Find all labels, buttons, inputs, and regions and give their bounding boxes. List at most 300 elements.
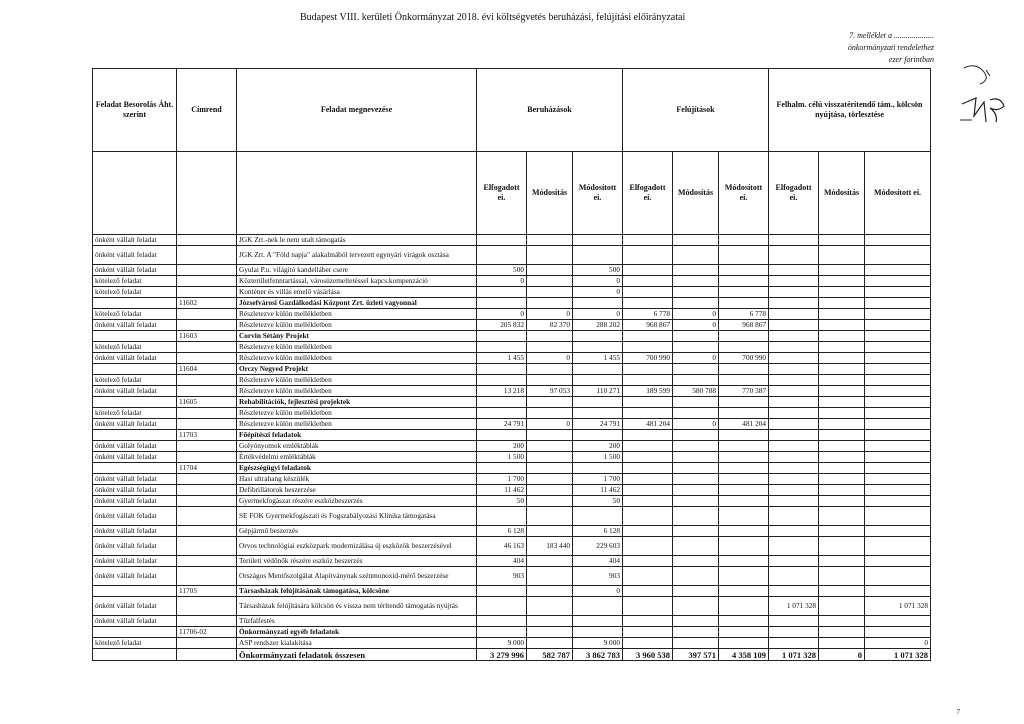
total-empty-cell [93,649,177,661]
table-row [93,537,931,556]
value-cell: 700 990 [623,353,673,364]
value-cell [865,537,931,556]
task-name-cell: Gyermekfogászat részére eszközbeszerzés [237,496,477,507]
value-cell [769,526,819,537]
value-cell [819,627,865,638]
value-cell [573,597,623,616]
value-cell: 770 387 [719,386,769,397]
value-cell [673,441,719,452]
value-cell [573,364,623,375]
value-cell [865,408,931,419]
value-cell [623,364,673,375]
value-cell [819,452,865,463]
value-cell [819,353,865,364]
value-cell [719,638,769,649]
value-cell [769,586,819,597]
value-cell [623,627,673,638]
subheader-cell: Módosított ei. [865,152,931,235]
value-cell [673,597,719,616]
value-cell: 0 [573,309,623,320]
value-cell [769,235,819,246]
value-cell [865,320,931,331]
value-cell [477,246,527,265]
value-cell [865,309,931,320]
value-cell [719,537,769,556]
value-cell [769,496,819,507]
table-row [93,419,931,430]
value-cell [769,537,819,556]
task-classification-cell: önként vállalt feladat [93,597,177,616]
value-cell [719,298,769,309]
task-classification-cell: önként vállalt feladat [93,485,177,496]
document-title: Budapest VIII. kerületi Önkormányzat 2018. évi költségvetés beruházási, felújítási előirányzatai [300,12,686,23]
task-name-cell: Gyulai P.u. világító kandelláber csere [237,265,477,276]
task-classification-cell: kötelező feladat [93,375,177,386]
value-cell: 580 788 [673,386,719,397]
task-classification-cell: önként vállalt feladat [93,556,177,567]
value-cell [673,586,719,597]
value-cell [527,430,573,441]
title-code-cell [177,287,237,298]
value-cell [719,586,769,597]
value-cell [623,265,673,276]
task-name-cell: Részletezve külön mellékletben [237,342,477,353]
subheader-cell: Módosított ei. [573,152,623,235]
task-name-cell: Részletezve külön mellékletben [237,320,477,331]
value-cell: 500 [573,265,623,276]
table-row [93,452,931,463]
value-cell [673,616,719,627]
table-row [93,331,931,342]
value-cell [769,556,819,567]
value-cell [819,586,865,597]
task-name-cell: Részletezve külön mellékletben [237,386,477,397]
value-cell [527,397,573,408]
title-code-cell [177,507,237,526]
value-cell [719,526,769,537]
table-row [93,586,931,597]
task-name-cell: Egészségügyi feladatok [237,463,477,474]
value-cell [865,342,931,353]
title-code-cell [177,235,237,246]
title-code-cell [177,276,237,287]
task-classification-cell: önként vállalt feladat [93,386,177,397]
value-cell: 0 [573,287,623,298]
subheader-cell: Elfogadott ei. [769,152,819,235]
task-classification-cell: kötelező feladat [93,638,177,649]
value-cell [819,496,865,507]
task-classification-cell: kötelező feladat [93,276,177,287]
value-cell [673,265,719,276]
task-classification-cell: kötelező feladat [93,408,177,419]
value-cell [865,441,931,452]
subheader-row [93,152,931,235]
value-cell [527,556,573,567]
table-row [93,616,931,627]
value-cell [623,276,673,287]
value-cell [477,287,527,298]
value-cell [865,397,931,408]
task-classification-cell [93,627,177,638]
value-cell [769,364,819,375]
task-name-cell: Részletezve külön mellékletben [237,375,477,386]
value-cell [477,331,527,342]
value-cell [623,597,673,616]
value-cell [819,419,865,430]
task-name-cell: Orvos technológiai eszközpark modernizálása új eszközök beszerzésével [237,537,477,556]
value-cell [819,597,865,616]
value-cell [623,586,673,597]
value-cell [527,597,573,616]
table-row [93,397,931,408]
value-cell: 700 990 [719,353,769,364]
value-cell: 50 [573,496,623,507]
table-row [93,287,931,298]
value-cell [865,526,931,537]
value-cell [527,375,573,386]
value-cell: 1 700 [573,474,623,485]
task-name-cell: Önkormányzati egyéb feladatok [237,627,477,638]
value-cell [719,246,769,265]
value-cell [819,430,865,441]
value-cell [673,287,719,298]
value-cell [819,342,865,353]
value-cell [623,507,673,526]
value-cell [527,567,573,586]
table-row [93,408,931,419]
value-cell: 404 [477,556,527,567]
total-value-cell: 582 787 [527,649,573,661]
value-cell [673,452,719,463]
value-cell [769,397,819,408]
value-cell: 0 [673,320,719,331]
value-cell: 200 [573,441,623,452]
value-cell [769,342,819,353]
value-cell: 288 202 [573,320,623,331]
title-code-cell: 11704 [177,463,237,474]
task-classification-cell: önként vállalt feladat [93,507,177,526]
value-cell [865,496,931,507]
table-row [93,320,931,331]
value-cell [673,342,719,353]
value-cell [527,265,573,276]
value-cell [769,616,819,627]
title-code-cell: 11603 [177,331,237,342]
task-classification-cell: önként vállalt feladat [93,474,177,485]
value-cell [865,246,931,265]
value-cell [673,364,719,375]
header-feladat-megnevezese: Feladat megnevezése [237,69,477,152]
title-code-cell [177,537,237,556]
value-cell [865,463,931,474]
table-row [93,556,931,567]
total-value-cell: 1 071 328 [769,649,819,661]
value-cell [769,375,819,386]
task-classification-cell: önként vállalt feladat [93,246,177,265]
task-classification-cell [93,331,177,342]
title-code-cell: 11605 [177,397,237,408]
value-cell [819,375,865,386]
title-code-cell: 11703 [177,430,237,441]
value-cell [573,246,623,265]
subheader-cell: Módosítás [527,152,573,235]
value-cell [527,246,573,265]
task-name-cell: Rehabilitációk, fejlesztési projektek [237,397,477,408]
value-cell: 0 [573,276,623,287]
task-classification-cell: önként vállalt feladat [93,526,177,537]
value-cell: 500 [477,265,527,276]
value-cell [527,474,573,485]
value-cell [865,586,931,597]
header-beruhazasok: Beruházások [477,69,623,152]
task-name-cell: JGK Zrt. A "Föld napja" alakalmából tervezett egynyári virágok osztása [237,246,477,265]
task-classification-cell [93,364,177,375]
value-cell [527,496,573,507]
subheader-empty [237,152,477,235]
subheader-cell: Módosítás [673,152,719,235]
value-cell [623,463,673,474]
value-cell [865,627,931,638]
value-cell [673,331,719,342]
value-cell [527,452,573,463]
value-cell [819,474,865,485]
task-name-cell: Részletezve külön mellékletben [237,309,477,320]
title-code-cell: 11706-02 [177,627,237,638]
title-code-cell: 11705 [177,586,237,597]
total-value-cell: 3 960 538 [623,649,673,661]
value-cell [673,375,719,386]
value-cell [819,537,865,556]
value-cell [673,298,719,309]
value-cell [527,364,573,375]
table-row [93,265,931,276]
task-name-cell: Társasházak felújítására kölcsön és vissza nem térítendő támogatás nyújtás [237,597,477,616]
task-name-cell: Részletezve külön mellékletben [237,353,477,364]
value-cell: 6 128 [573,526,623,537]
value-cell [769,386,819,397]
title-code-cell [177,309,237,320]
value-cell [527,526,573,537]
value-cell [573,463,623,474]
value-cell: 110 271 [573,386,623,397]
annex-note-line: 7. melléklet a .................... [849,31,934,40]
value-cell [673,537,719,556]
value-cell [865,556,931,567]
value-cell [719,441,769,452]
task-classification-cell: önként vállalt feladat [93,567,177,586]
subheader-cell: Módosítás [819,152,865,235]
value-cell [573,507,623,526]
total-value-cell: 3 279 996 [477,649,527,661]
value-cell [819,309,865,320]
title-code-cell [177,408,237,419]
value-cell: 0 [477,309,527,320]
value-cell [719,265,769,276]
value-cell [719,627,769,638]
value-cell [673,567,719,586]
value-cell: 9 000 [477,638,527,649]
value-cell [477,342,527,353]
value-cell [573,408,623,419]
task-classification-cell: önként vállalt feladat [93,616,177,627]
annex-note-line: ezer forintban [888,55,934,64]
value-cell [819,397,865,408]
task-name-cell: Orczy Negyed Projekt [237,364,477,375]
value-cell [865,452,931,463]
table-row [93,375,931,386]
value-cell: 229 603 [573,537,623,556]
value-cell [719,452,769,463]
task-name-cell: Közterületfenntartással, városüzemeltetéssel kapcs.kompenzáció [237,276,477,287]
task-name-cell: Corvin Sétány Projekt [237,331,477,342]
value-cell: 0 [527,419,573,430]
value-cell [865,507,931,526]
value-cell [673,474,719,485]
value-cell: 968 867 [719,320,769,331]
value-cell [527,235,573,246]
value-cell [573,235,623,246]
table-row [93,430,931,441]
total-value-cell: 397 571 [673,649,719,661]
value-cell [819,638,865,649]
value-cell [865,567,931,586]
table-row [93,441,931,452]
table-row [93,485,931,496]
task-name-cell: ASP rendszer kialakítása [237,638,477,649]
task-classification-cell: önként vállalt feladat [93,235,177,246]
annex-note [848,30,934,66]
value-cell: 968 867 [623,320,673,331]
table-row [93,567,931,586]
value-cell [819,507,865,526]
task-classification-cell: önként vállalt feladat [93,496,177,507]
value-cell [819,463,865,474]
value-cell [573,298,623,309]
value-cell [819,485,865,496]
title-code-cell: 11604 [177,364,237,375]
value-cell [673,496,719,507]
task-classification-cell: önként vállalt feladat [93,353,177,364]
total-value-cell: 4 358 109 [719,649,769,661]
value-cell [527,507,573,526]
value-cell [527,276,573,287]
value-cell [865,419,931,430]
value-cell [477,298,527,309]
title-code-cell [177,386,237,397]
value-cell [819,364,865,375]
value-cell [527,287,573,298]
value-cell [719,496,769,507]
header-cimrend: Címrend [177,69,237,152]
task-name-cell: Területi védőnők részére eszköz beszerzés [237,556,477,567]
value-cell [865,386,931,397]
value-cell [477,507,527,526]
title-code-cell [177,342,237,353]
value-cell [769,320,819,331]
value-cell [865,287,931,298]
title-code-cell [177,452,237,463]
value-cell [769,309,819,320]
value-cell [477,430,527,441]
table-row [93,353,931,364]
value-cell [527,638,573,649]
value-cell [623,408,673,419]
value-cell [819,616,865,627]
annex-note-line: önkormányzati rendelethez [847,43,934,52]
value-cell [527,627,573,638]
task-classification-cell: önként vállalt feladat [93,452,177,463]
value-cell [623,397,673,408]
value-cell [623,342,673,353]
value-cell [673,408,719,419]
value-cell [527,616,573,627]
value-cell [623,298,673,309]
value-cell [769,567,819,586]
page-number: 7 [956,708,960,716]
subheader-empty [93,152,177,235]
total-row [93,649,931,661]
value-cell [819,386,865,397]
value-cell: 6 778 [623,309,673,320]
task-classification-cell [93,586,177,597]
value-cell [673,246,719,265]
value-cell: 481 204 [623,419,673,430]
value-cell [719,342,769,353]
value-cell [865,474,931,485]
value-cell [623,474,673,485]
task-name-cell: Főépítészi feladatok [237,430,477,441]
table-row [93,638,931,649]
value-cell [819,441,865,452]
table-row [93,342,931,353]
value-cell [477,235,527,246]
task-classification-cell: önként vállalt feladat [93,441,177,452]
value-cell [623,430,673,441]
value-cell: 903 [477,567,527,586]
value-cell [623,246,673,265]
task-classification-cell: önként vállalt feladat [93,419,177,430]
value-cell: 97 053 [527,386,573,397]
value-cell [865,616,931,627]
task-classification-cell [93,397,177,408]
value-cell: 183 440 [527,537,573,556]
table-row [93,276,931,287]
value-cell: 0 [673,309,719,320]
value-cell [673,235,719,246]
value-cell [527,485,573,496]
value-cell [769,408,819,419]
value-cell: 0 [477,276,527,287]
value-cell [573,375,623,386]
value-cell [819,298,865,309]
value-cell: 11 462 [477,485,527,496]
value-cell [477,463,527,474]
value-cell [623,616,673,627]
task-name-cell: Értékvédelmi emléktáblák [237,452,477,463]
value-cell [477,375,527,386]
value-cell [477,408,527,419]
value-cell [865,364,931,375]
task-classification-cell: kötelező feladat [93,342,177,353]
value-cell [573,342,623,353]
value-cell [623,235,673,246]
total-value-cell: 1 071 328 [865,649,931,661]
value-cell [719,408,769,419]
value-cell [623,496,673,507]
value-cell [527,298,573,309]
budget-table [92,68,931,661]
value-cell: 189 599 [623,386,673,397]
